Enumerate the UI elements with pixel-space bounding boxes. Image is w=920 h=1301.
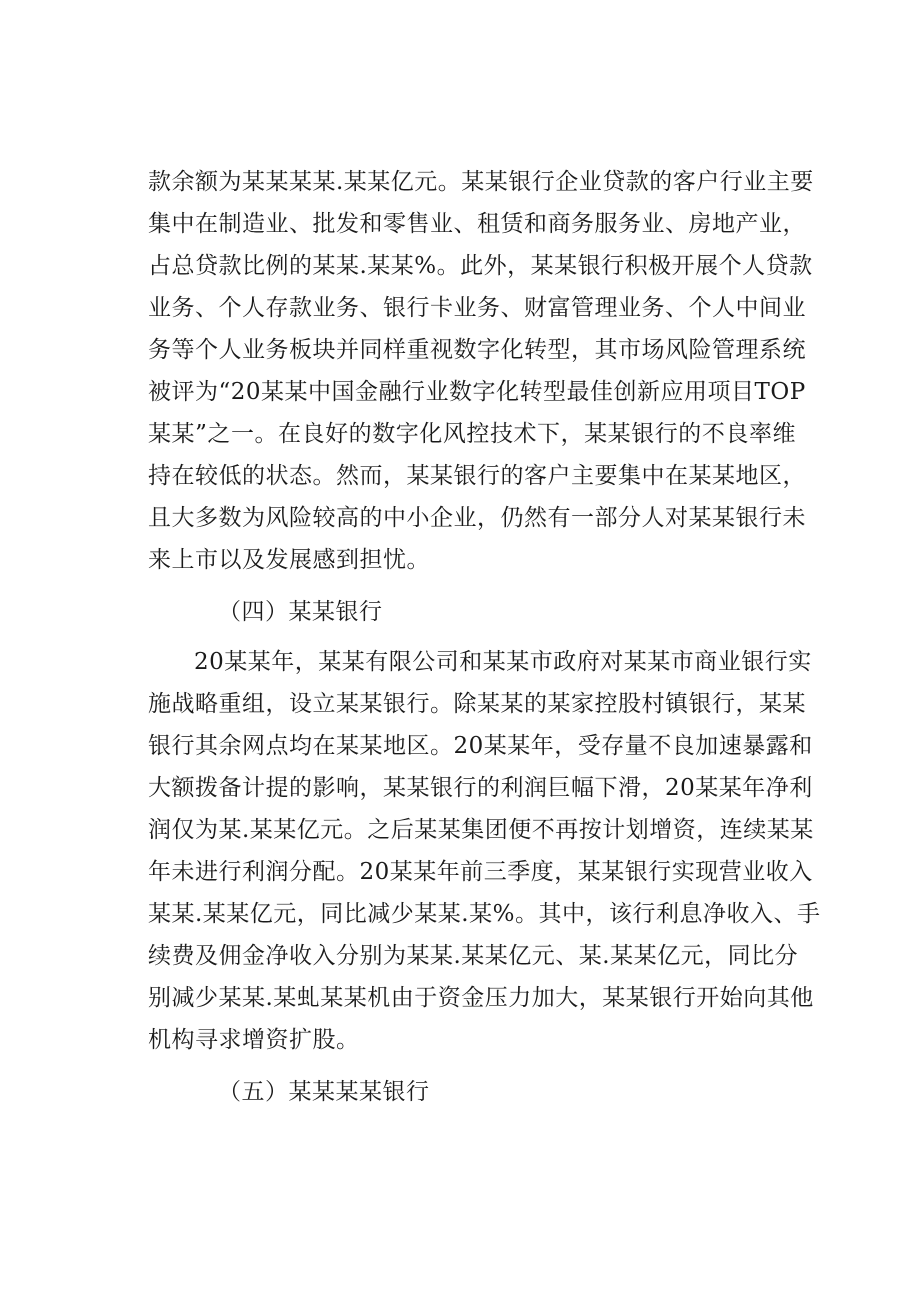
- section-heading-5: （五）某某某某银行: [218, 1079, 430, 1105]
- paragraph-1-line: 且大多数为风险较高的中小企业，仍然有一部分人对某某银行未: [148, 505, 806, 531]
- section-heading-4: （四）某某银行: [218, 599, 383, 625]
- paragraph-2-line: 润仅为某.某某亿元。之后某某集团便不再按计划增资，连续某某: [148, 817, 814, 843]
- paragraph-1-line: 占总贷款比例的某某.某某%。此外，某某银行积极开展个人贷款: [148, 253, 813, 279]
- paragraph-1-line: 集中在制造业、批发和零售业、租赁和商务服务业、房地产业，: [148, 211, 806, 237]
- paragraph-1-line: 来上市以及发展感到担忧。: [148, 547, 430, 573]
- paragraph-2-line: 机构寻求增资扩股。: [148, 1027, 360, 1053]
- paragraph-2-line: 银行其余网点均在某某地区。20某某年，受存量不良加速暴露和: [148, 733, 813, 759]
- paragraph-2-line: 某某.某某亿元，同比减少某某.某%。其中，该行利息净收入、手: [148, 901, 821, 927]
- paragraph-2-line: 年未进行利润分配。20某某年前三季度，某某银行实现营业收入: [148, 859, 813, 885]
- paragraph-1-line: 业务、个人存款业务、银行卡业务、财富管理业务、个人中间业: [148, 295, 806, 321]
- paragraph-2-line: 别减少某某.某虬某某机由于资金压力加大，某某银行开始向其他: [148, 985, 814, 1011]
- paragraph-1-line: 被评为“20某某中国金融行业数字化转型最佳创新应用项目TOP: [148, 379, 806, 405]
- paragraph-1-line: 务等个人业务板块并同样重视数字化转型，其市场风险管理系统: [148, 337, 806, 363]
- paragraph-1-line: 某某”之一。在良好的数字化风控技术下，某某银行的不良率维: [148, 421, 796, 447]
- paragraph-2-line: 大额拨备计提的影响，某某银行的利润巨幅下滑，20某某年净利: [148, 775, 813, 801]
- paragraph-2-line: 20某某年，某某有限公司和某某市政府对某某市商业银行实: [194, 649, 812, 675]
- paragraph-1-line: 持在较低的状态。然而，某某银行的客户主要集中在某某地区，: [148, 463, 806, 489]
- paragraph-1-line: 款余额为某某某某.某某亿元。某某银行企业贷款的客户行业主要: [148, 169, 814, 195]
- paragraph-2-line: 续费及佣金净收入分别为某某.某某亿元、某.某某亿元，同比分: [148, 943, 799, 969]
- paragraph-2-line: 施战略重组，设立某某银行。除某某的某家控股村镇银行，某某: [148, 691, 806, 717]
